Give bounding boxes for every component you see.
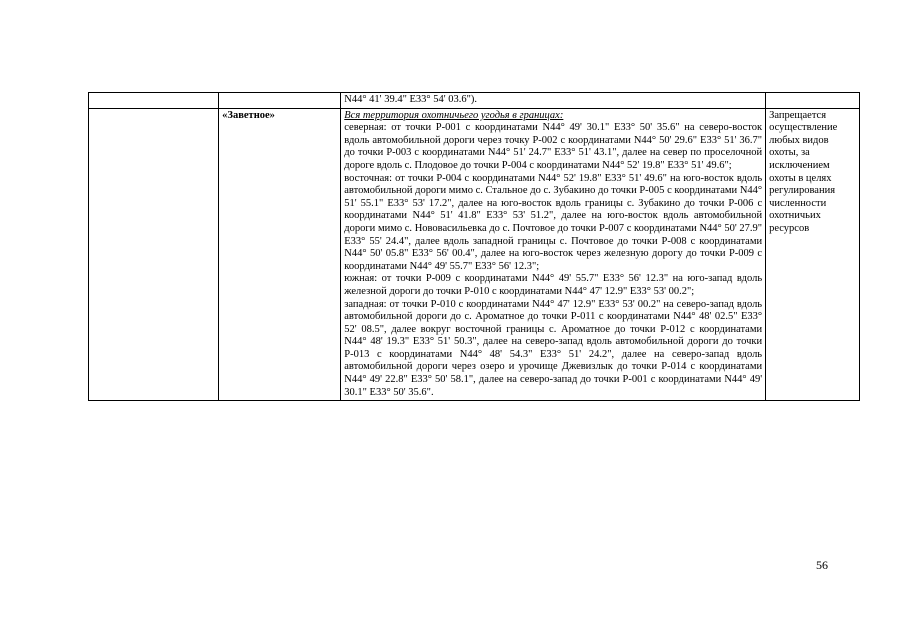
boundary-east: восточная: от точки Р-004 с координатами N44° 52' 19.8" E33° 51' 49.6" на юго-восток вдоль автомобильной дороги мимо с. Стальное до с. Зубакино до точки Р-005 с координатами N44° 51' 55.1" E33° 53' 17.2", далее на юго-восток вдоль границы с. Зубакино до точки Р-006 с координатами N44° 51' 41.8" E33° 53' 51.2", далее на юго-восток вдоль автомобильной дороги мимо с. Нововасильевка до с. Почтовое до точки Р-007 с координатами N44° 50' 27.9" E33° 55' 24.4", далее вдоль западной границы с. Почтовое до точки Р-008 с координатами N44° 50' 05.8" E33° 56' 00.4", далее на юго-восток через железную дорогу до точки Р-009 с координатами N44° 49' 55.7" E33° 56' 12.3"; <box>344 172 763 272</box>
boundary-west: западная: от точки Р-010 с координатами N44° 47' 12.9" E33° 53' 00.2" на северо-запад вдоль автомобильной дороги до с. Ароматное до точки Р-011 с координатами N44° 48' 02.5" E33° 52' 08.5", далее вокруг восточной границы с. Ароматное до точки Р-012 с координатами N44° 48' 19.3" E33° 51' 50.3", далее на северо-запад вдоль автомобильной дороги до точки Р-013 с координатами N44° 48' 54.3" E33° 51' 24.2", далее на северо-запад вдоль автомобильной дороги через озеро и урочище Джевизлык до точки Р-014 с координатами N44° 49' 22.8" E33° 50' 58.1", далее на северо-запад до точки Р-001 с координатами N44° 49' 30.1" E33° 50' 35.6". <box>344 298 763 398</box>
page-number: 56 <box>816 558 828 572</box>
hunting-grounds-table <box>88 92 860 401</box>
restriction-cell <box>766 108 860 401</box>
cell-empty <box>766 93 860 109</box>
table-row-continuation <box>89 93 860 109</box>
table-row-zavetnoe <box>89 108 860 401</box>
ground-name: «Заветное» <box>222 109 275 121</box>
boundary-south: южная: от точки Р-009 с координатами N44° 49' 55.7" E33° 56' 12.3" на юго-запад вдоль железной дороги до точки Р-010 с координатами N44° 47' 12.9" E33° 53' 00.2"; <box>344 273 763 297</box>
cell-empty <box>89 108 219 401</box>
boundary-heading: Вся территория охотничьего угодья в границах: <box>344 109 564 121</box>
cell-empty <box>219 93 341 109</box>
restriction-text: Запрещается осуществление любых видов охоты, за исключением охоты в целях регулирования численности охотничьих ресурсов <box>769 109 838 234</box>
continuation-text: N44° 41' 39.4" E33° 54' 03.6"). <box>341 93 766 109</box>
cell-empty <box>89 93 219 109</box>
ground-name-cell <box>219 108 341 401</box>
boundary-description-cell <box>341 108 766 401</box>
boundary-north: северная: от точки Р-001 с координатами N44° 49' 30.1" E33° 50' 35.6" на северо-восток вдоль автомобильной дороги через точку Р-002 с координатами N44° 50' 29.6" E33° 51' 36.7" до точки Р-003 с координатами N44° 51' 24.7" E33° 51' 43.1", далее на север по проселочной дороге вдоль с. Плодовое до точки Р-004 с координатами N44° 52' 19.8" E33° 51' 49.6"; <box>344 122 763 171</box>
